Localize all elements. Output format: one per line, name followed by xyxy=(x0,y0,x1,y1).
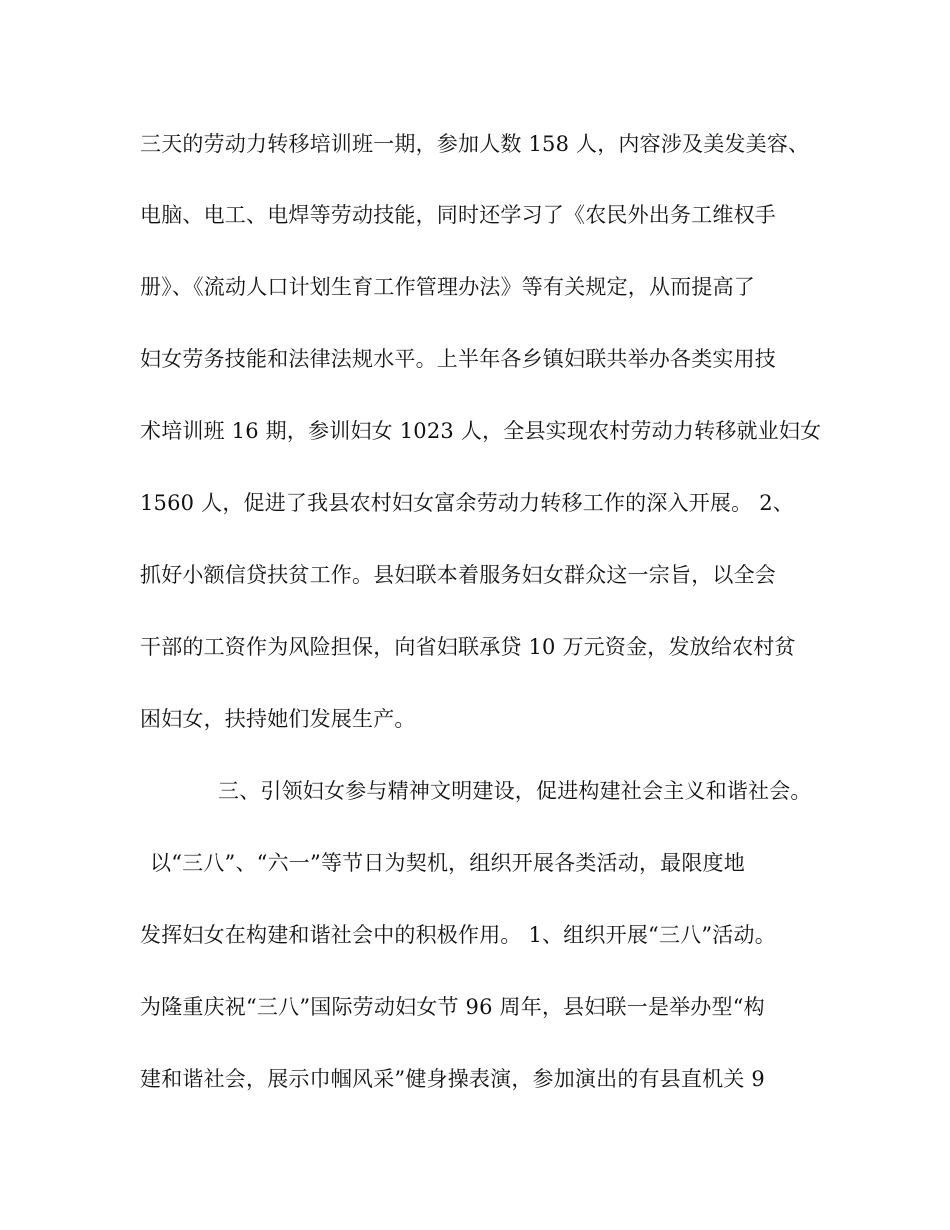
text-line: 以“三八”、“六一”等节日为契机，组织开展各类活动，最限度地 xyxy=(150,851,745,875)
section-heading-line: 三、引领妇女参与精神文明建设，促进构建社会主义和谐社会。 xyxy=(218,779,812,803)
text-line: 册》、《流动人口计划生育工作管理办法》等有关规定，从而提高了 xyxy=(140,275,755,299)
text-line: 1560 人，促进了我县农村妇女富余劳动力转移工作的深入开展。 2、 xyxy=(140,491,794,515)
text-line: 发挥妇女在构建和谐社会中的积极作用。 1、组织开展“三八”活动。 xyxy=(140,923,776,947)
text-line: 妇女劳务技能和法律法规水平。上半年各乡镇妇联共举办各类实用技 xyxy=(140,347,776,371)
text-line: 困妇女，扶持她们发展生产。 xyxy=(140,707,416,731)
text-line: 术培训班 16 期，参训妇女 1023 人，全县实现农村劳动力转移就业妇女 xyxy=(140,419,822,443)
text-line: 三天的劳动力转移培训班一期，参加人数 158 人，内容涉及美发美容、 xyxy=(140,132,810,156)
text-line: 建和谐社会，展示巾帼风采”健身操表演，参加演出的有县直机关 9 xyxy=(140,1067,765,1091)
text-line: 电脑、电工、电焊等劳动技能，同时还学习了《农民外出务工维权手 xyxy=(140,203,776,227)
text-line: 抓好小额信贷扶贫工作。县妇联本着服务妇女群众这一宗旨，以全会 xyxy=(140,563,776,587)
text-line: 干部的工资作为风险担保，向省妇联承贷 10 万元资金，发放给农村贫 xyxy=(140,635,796,659)
text-line: 为隆重庆祝“三八”国际劳动妇女节 96 周年，县妇联一是举办型“构 xyxy=(140,995,765,1019)
